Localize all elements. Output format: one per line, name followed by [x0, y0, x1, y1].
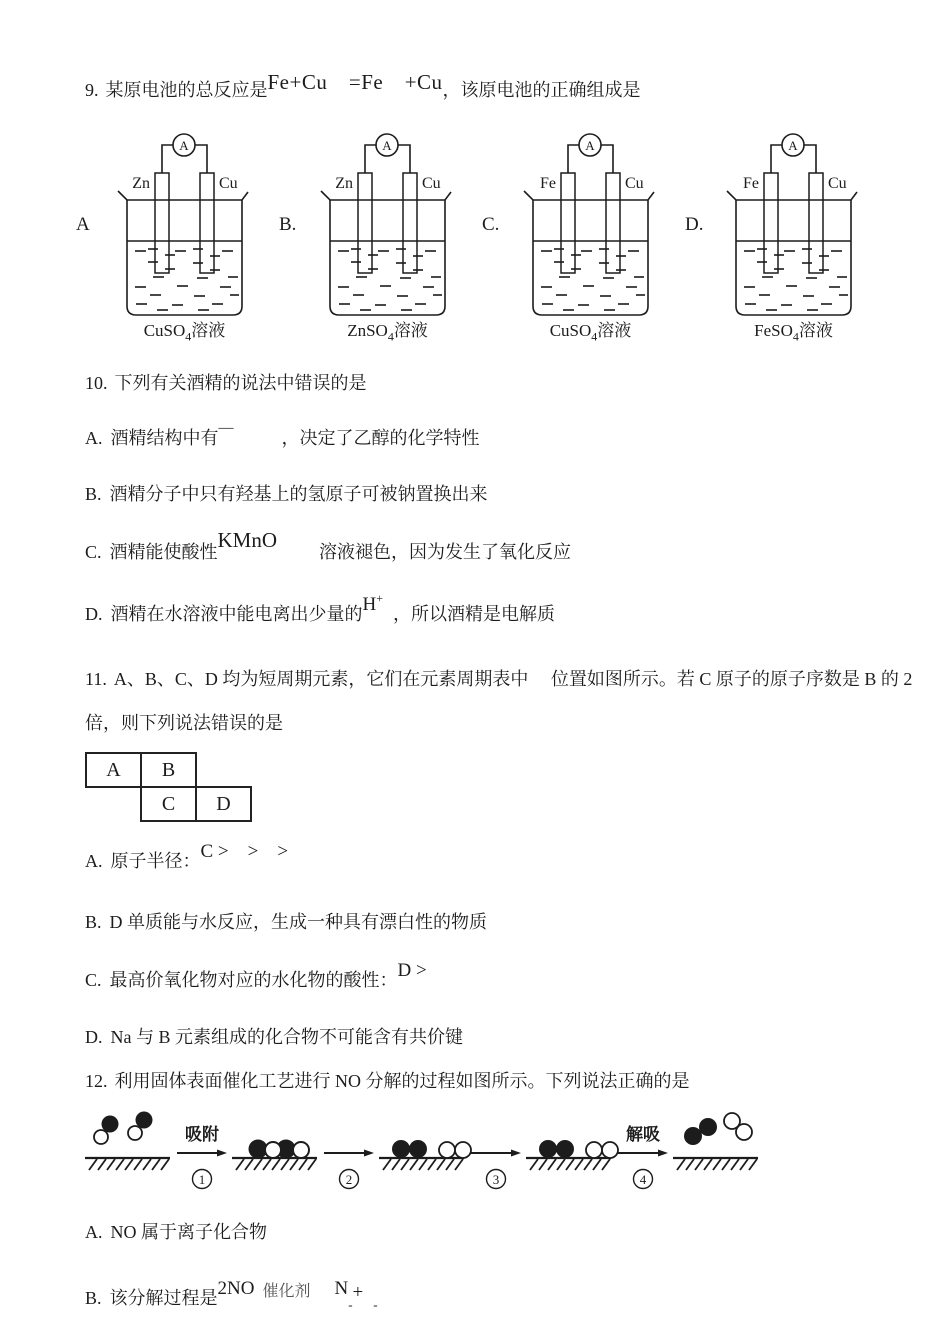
galvanic-cell-drawing-c [508, 129, 673, 319]
atoms-on-surface-2 [539, 1140, 618, 1158]
left-electrode [561, 173, 575, 273]
solution-caption-b: ZnSO$_4$溶液 [347, 321, 428, 344]
right-electrode-label: Cu [625, 175, 644, 192]
galvanic-cell-drawing-d [711, 129, 876, 319]
step-1-number: 1 [198, 1172, 206, 1188]
q9-number: 9. [85, 80, 99, 100]
step-2-number: 2 [345, 1172, 353, 1188]
wire-right [601, 145, 613, 173]
solution-dashes [541, 249, 645, 310]
wire-right [195, 145, 207, 173]
solution-dashes [744, 249, 848, 310]
q9-option-d [685, 129, 876, 346]
step-4-number: 4 [639, 1172, 647, 1188]
beaker [524, 191, 654, 315]
ptable-cell-a: A [85, 752, 142, 788]
q10-option-a: A. 酒精结构中有— ，决定了乙醇的化学特性 [85, 420, 480, 449]
right-electrode-label: Cu [422, 175, 441, 192]
radius-comparison: C > > > [200, 841, 289, 863]
reactant-2no: 2NO [217, 1278, 255, 1300]
left-electrode-label: Zn [335, 175, 353, 192]
q11-stem-line2: 倍，则下列说法错误的是 [85, 713, 283, 734]
q12-number: 12. [85, 1071, 108, 1092]
catalysis-process-diagram [80, 1106, 950, 1205]
wire-right [804, 145, 816, 173]
beaker [118, 191, 248, 315]
wire-left [568, 145, 579, 173]
catalysis-drawing [80, 1106, 760, 1196]
beaker [321, 191, 451, 315]
left-electrode-label: Zn [132, 175, 150, 192]
product-n2: N [334, 1278, 349, 1300]
ammeter-label: A [788, 138, 798, 153]
q9-option-d-label: D. [685, 213, 704, 235]
q9-stem-prefix: 某原电池的总反应是 [105, 80, 268, 100]
galvanic-cell-diagram-b [305, 129, 470, 346]
ptable-cell-c: C [140, 786, 197, 822]
beaker [727, 191, 857, 315]
galvanic-cell-diagram-d [711, 129, 876, 346]
right-electrode [809, 173, 823, 273]
step-3-number: 3 [492, 1172, 500, 1188]
q9-option-c [482, 129, 673, 346]
ptable-cell-b: B [140, 752, 197, 788]
periodic-table-fragment [85, 752, 950, 822]
q9-reaction-formula: Fe+Cu =Fe +Cu [267, 70, 443, 94]
step-number-circles [193, 1170, 653, 1189]
q11-stem-line1: 11. A、B、C、D 均为短周期元素，它们在元素周期表中 位置如图所示。若 C 原子的原子序数是 B 的 2 [85, 669, 913, 690]
kmno-formula: KMnO [217, 528, 278, 553]
q9-option-diagrams [0, 129, 950, 346]
q10-option-d: D. 酒精在水溶液中能电离出少量的H+，所以酒精是电解质 [85, 591, 556, 625]
right-electrode-label: Cu [828, 175, 847, 192]
catalyst-label: 催化剂 [262, 1283, 311, 1301]
q10-stem: 10. 下列有关酒精的说法中错误的是 [85, 373, 367, 394]
wire-left [162, 145, 173, 173]
q11-option-c: C. 最高价氧化物对应的水化物的酸性：D > [85, 960, 427, 991]
catalyst-surface-5 [673, 1158, 758, 1170]
solution-caption-a: CuSO$_4$溶液 [143, 321, 226, 344]
catalyst-surface-3 [379, 1158, 464, 1170]
ammeter-label: A [382, 138, 392, 153]
q9-option-b-label: B. [279, 213, 297, 235]
catalyst-surface-1 [85, 1158, 170, 1170]
q11-number: 11. [85, 669, 107, 690]
plus-sign: + [352, 1282, 364, 1304]
solution-caption-c: CuSO$_4$溶液 [549, 321, 632, 344]
desorb-label: 解吸 [626, 1125, 660, 1145]
galvanic-cell-drawing-b [305, 129, 470, 319]
q10-option-b: B. 酒精分子中只有羟基上的氢原子可被钠置换出来 [85, 484, 488, 505]
ammeter-label: A [585, 138, 595, 153]
no-molecules-adsorbed [249, 1140, 310, 1159]
right-electrode-label: Cu [219, 175, 238, 192]
q9-option-c-label: C. [482, 213, 500, 235]
q9-option-a-label: A [76, 213, 90, 235]
q12-stem: 12. 利用固体表面催化工艺进行 NO 分解的过程如图所示。下列说法正确的是 [85, 1071, 690, 1092]
wire-right [398, 145, 410, 173]
catalyst-surface-4 [526, 1158, 611, 1170]
wire-left [365, 145, 376, 173]
catalyst-surface-2 [232, 1158, 317, 1170]
q11-option-b: B. D 单质能与水反应，生成一种具有漂白性的物质 [85, 912, 488, 933]
atoms-on-surface-1 [392, 1140, 471, 1158]
missing-group-dash: — [218, 420, 234, 437]
q10-option-c: C. 酒精能使酸性KMnO 溶液褪色，因为发生了氧化反应 [85, 528, 572, 563]
solution-caption-d: FeSO$_4$溶液 [754, 321, 833, 344]
ptable-row-1 [85, 752, 950, 788]
ammeter-label: A [179, 138, 189, 153]
left-electrode [358, 173, 372, 273]
ptable-row-2 [140, 786, 950, 822]
right-electrode [403, 173, 417, 273]
q9-option-a [76, 129, 267, 346]
q9-stem-suffix: ，该原电池的正确组成是 [442, 80, 641, 100]
q11-option-a: A. 原子半径：C > > > [85, 841, 289, 872]
h-plus-ion: H+ [362, 591, 384, 616]
adsorb-label: 吸附 [185, 1125, 219, 1145]
galvanic-cell-drawing-a [102, 129, 267, 319]
galvanic-cell-diagram-a [102, 129, 267, 346]
q10-number: 10. [85, 373, 108, 394]
right-electrode [200, 173, 214, 273]
ptable-cell-d: D [195, 786, 252, 822]
acidity-comparison: D > [397, 960, 427, 982]
left-electrode [155, 173, 169, 273]
left-electrode [764, 173, 778, 273]
left-electrode-label: Fe [540, 175, 556, 192]
solution-dashes [338, 249, 442, 310]
q9-stem [0, 0, 950, 105]
no-molecules-free [94, 1112, 153, 1145]
solution-dashes [135, 249, 239, 310]
galvanic-cell-diagram-c [508, 129, 673, 346]
wire-left [771, 145, 782, 173]
q11-option-d: D. Na 与 B 元素组成的化合物不可能含有共价键 [85, 1027, 463, 1048]
q12-option-a: A. NO 属于离子化合物 [85, 1222, 267, 1243]
q9-option-b [279, 129, 470, 346]
right-electrode [606, 173, 620, 273]
desorbed-molecules [684, 1113, 752, 1145]
q12-option-b: B. 该分解过程是2NO 催化剂 $N_-+_-$ [85, 1278, 378, 1313]
left-electrode-label: Fe [743, 175, 759, 192]
